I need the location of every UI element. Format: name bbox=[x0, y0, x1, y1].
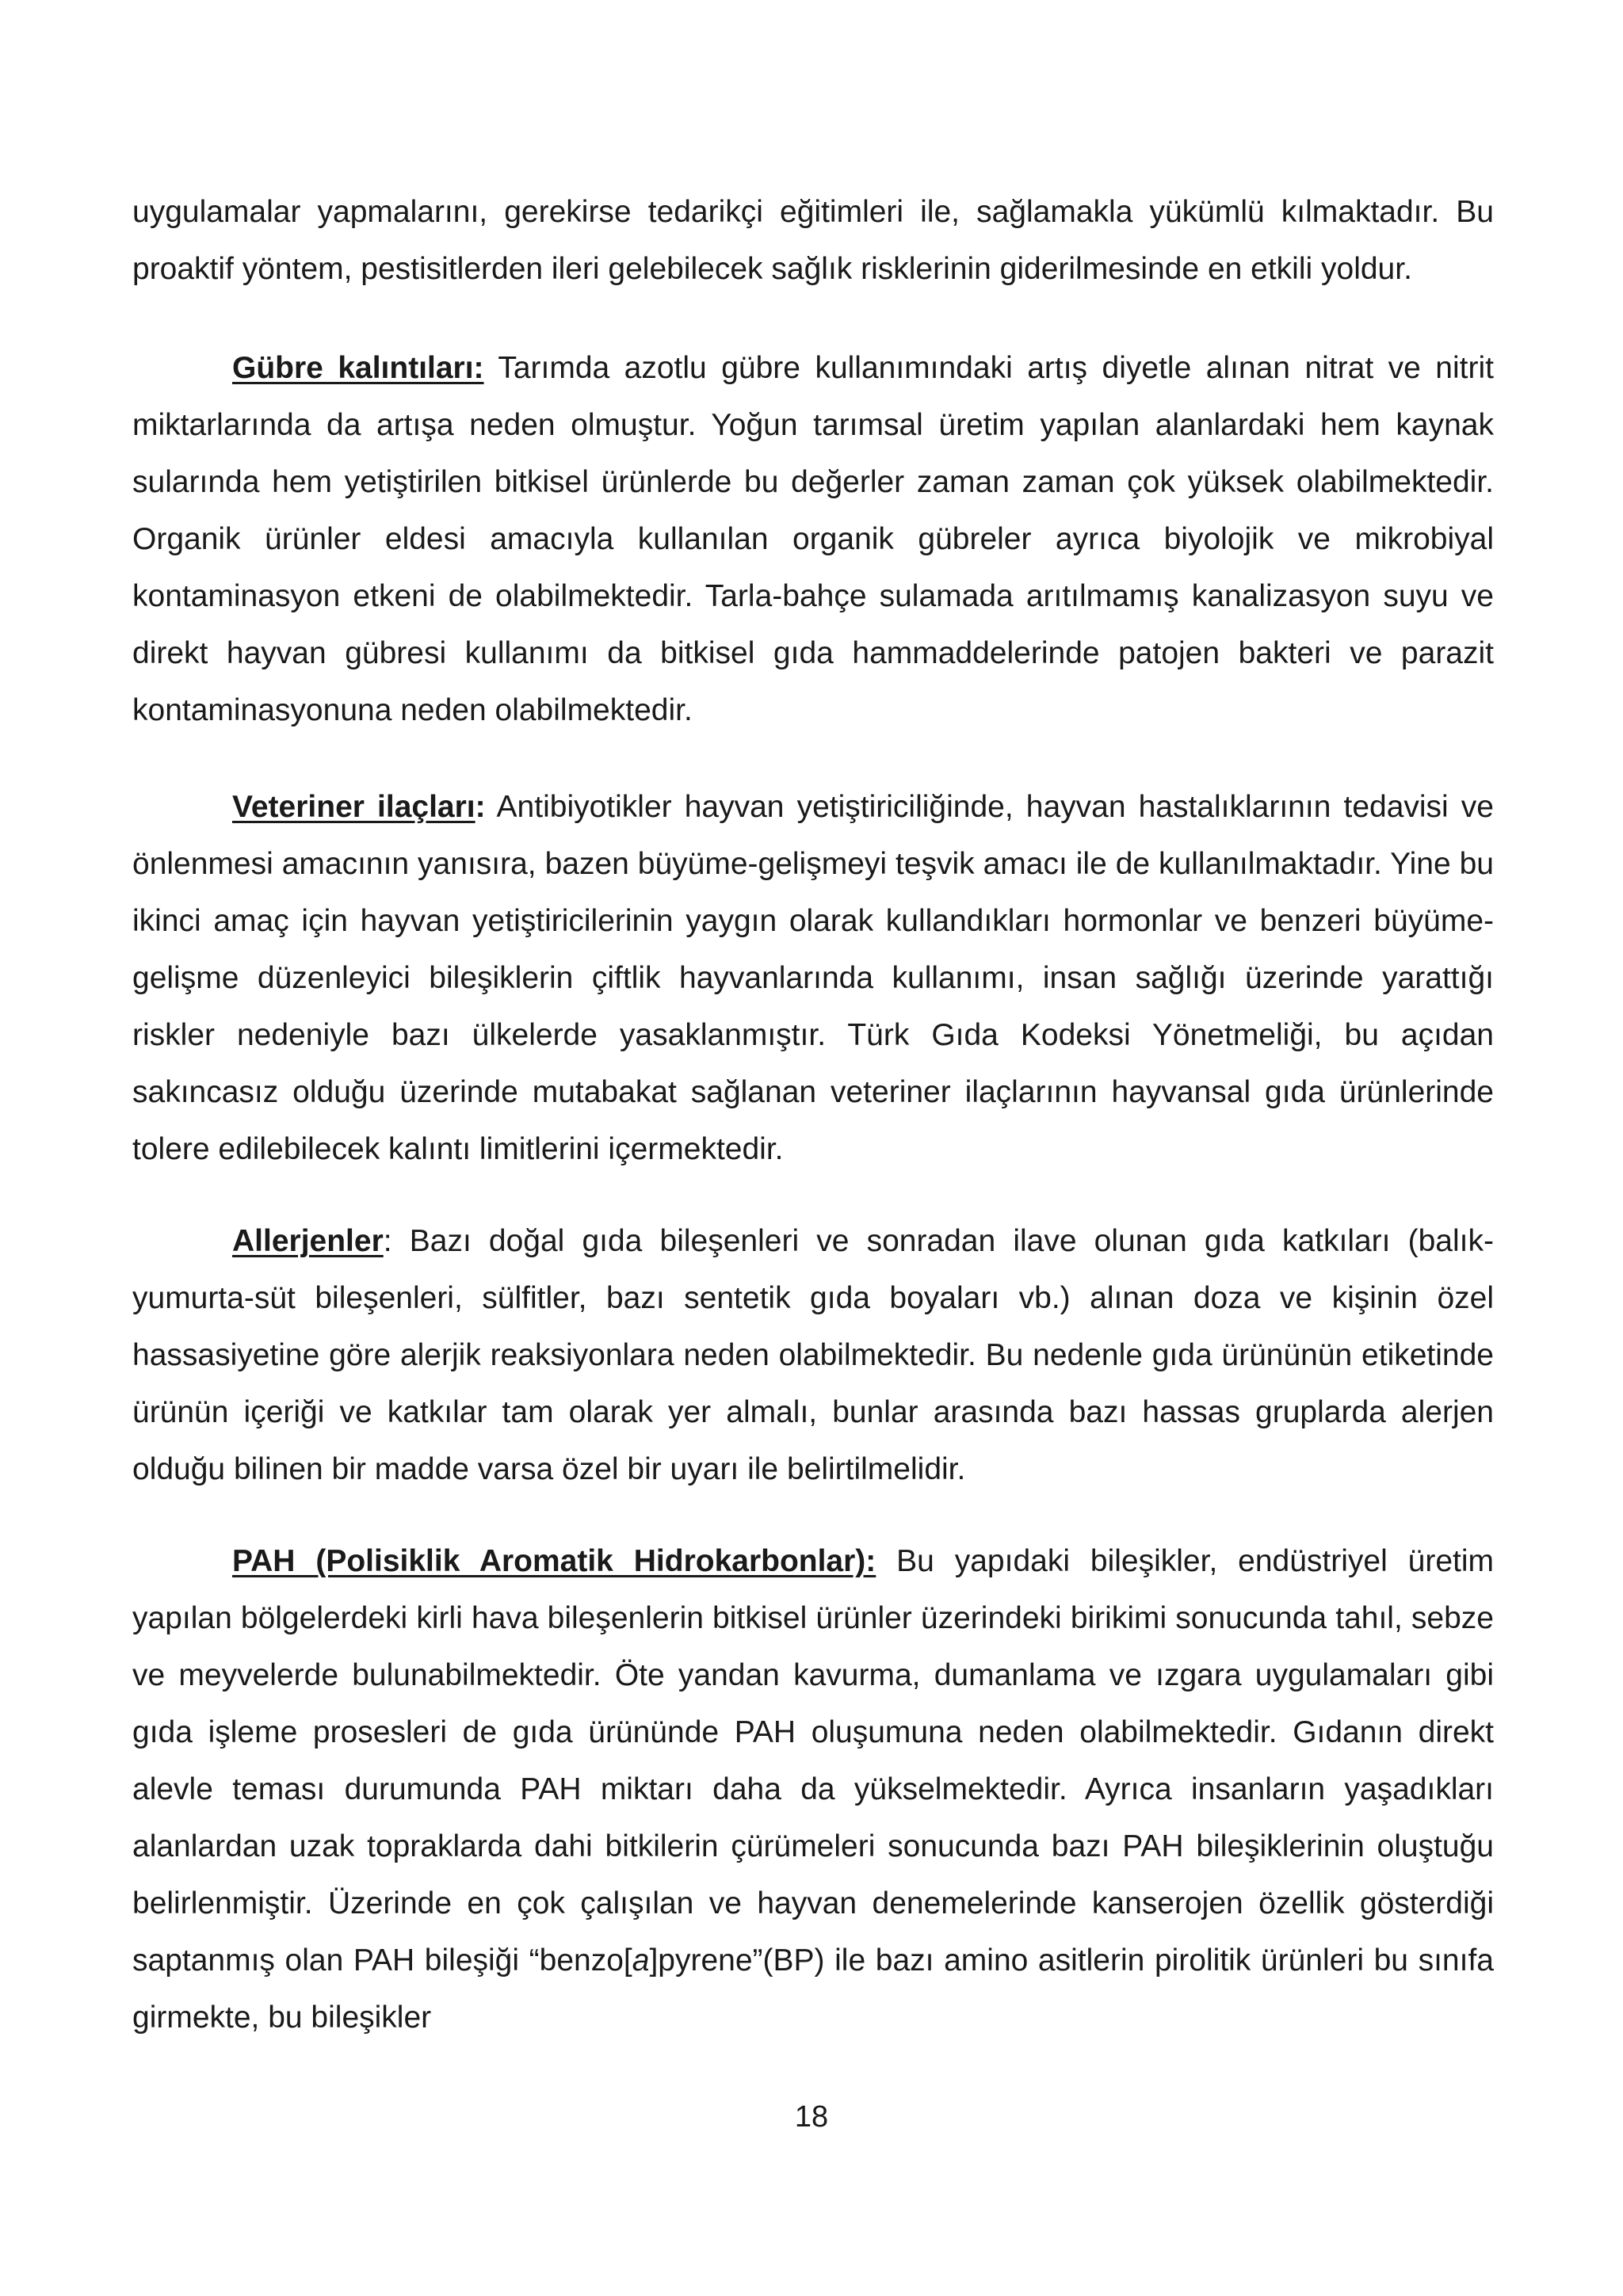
heading-fertilizer-residues: Gübre kalıntıları: bbox=[232, 351, 484, 385]
paragraph-pah bbox=[132, 1533, 1494, 2046]
document-body bbox=[132, 184, 1494, 2046]
heading-veterinary-drugs-colon: : bbox=[475, 790, 486, 824]
page-number: 18 bbox=[794, 2100, 829, 2134]
body-veterinary-drugs: Antibiyotikler hayvan yetiştiriciliğinde, hayvan hastalıklarının tedavisi ve önlenmesi amacının yanısıra, bazen büyüme-gelişmeyi teşvik amacı ile de kullanılmaktadır. Yine bu ikinci amaç için hayvan yetiştiricilerinin yaygın olarak kullandıkları hormonlar ve benzeri büyüme-gelişme düzenleyici bileşiklerin çiftlik hayvanlarında kullanımı, insan sağlığı üzerinde yarattığı riskler nedeniyle bazı ülkelerde yasaklanmıştır. Türk Gıda Kodeksi Yönetmeliği, bu açıdan sakıncasız olduğu üzerinde mutabakat sağlanan veteriner ilaçlarının hayvansal gıda ürünlerinde tolere edilebilecek kalıntı limitlerini içermektedir. bbox=[132, 790, 1494, 1166]
paragraph-allergens bbox=[132, 1213, 1494, 1498]
intro-paragraph: uygulamalar yapmalarını, gerekirse tedarikçi eğitimleri ile, sağlamakla yükümlü kılmaktadır. Bu proaktif yöntem, pestisitlerden ileri gelebilecek sağlık risklerinin giderilmesinde en etkili yoldur. bbox=[132, 195, 1494, 286]
body-pah: Bu yapıdaki bileşikler, endüstriyel üretim yapılan bölgelerdeki kirli hava bileşenlerin bitkisel ürünler üzerindeki birikimi sonucunda tahıl, sebze ve meyvelerde bulunabilmektedir. Öte yandan kavurma, dumanlama ve ızgara uygulamaları gibi gıda işleme prosesleri de gıda ürününde PAH oluşumuna neden olabilmektedir. Gıdanın direkt alevle teması durumunda PAH miktarı daha da yükselmektedir. Ayrıca insanların yaşadıkları alanlardan uzak topraklarda dahi bitkilerin çürümeleri sonucunda bazı PAH bileşiklerinin oluştuğu belirlenmiştir. Üzerinde en çok çalışılan ve hayvan denemelerinde kanserojen özellik gösterdiği saptanmış olan PAH bileşiği “benzo[ bbox=[132, 1544, 1494, 1978]
body-fertilizer-residues: Tarımda azotlu gübre kullanımındaki artış diyetle alınan nitrat ve nitrit miktarlarında da artışa neden olmuştur. Yoğun tarımsal üretim yapılan alanlardaki hem kaynak sularında hem yetiştirilen bitkisel ürünlerde bu değerler zaman zaman çok yüksek olabilmektedir. Organik ürünler eldesi amacıyla kullanılan organik gübreler ayrıca biyolojik ve mikrobiyal kontaminasyon etkeni de olabilmektedir. Tarla-bahçe sulamada arıtılmamış kanalizasyon suyu ve direkt hayvan gübresi kullanımı da bitkisel gıda hammaddelerinde patojen bakteri ve parazit kontaminasyonuna neden olabilmektedir. bbox=[132, 351, 1494, 727]
body-pah-tail: ]pyrene”(BP) ile bazı amino asitlerin pirolitik ürünleri bu sınıfa girmekte, bu bileşikler bbox=[132, 1943, 1494, 2035]
heading-veterinary-drugs: Veteriner ilaçları bbox=[232, 790, 475, 824]
body-allergens: : Bazı doğal gıda bileşenleri ve sonradan ilave olunan gıda katkıları (balık-yumurta-süt bileşenleri, sülfitler, bazı sentetik gıda boyaları vb.) alınan doza ve kişinin özel hassasiyetine göre alerjik reaksiyonlara neden olabilmektedir. Bu nedenle gıda ürününün etiketinde ürünün içeriği ve katkılar tam olarak yer almalı, bunlar arasında bazı hassas gruplarda alerjen olduğu bilinen bir madde varsa özel bir uyarı ile belirtilmelidir. bbox=[132, 1224, 1494, 1486]
body-pah-italic: a bbox=[632, 1943, 650, 1978]
paragraph-veterinary-drugs bbox=[132, 779, 1494, 1178]
paragraph-fertilizer-residues bbox=[132, 340, 1494, 739]
heading-allergens: Allerjenler bbox=[232, 1224, 384, 1258]
heading-pah: PAH (Polisiklik Aromatik Hidrokarbonlar): bbox=[232, 1544, 876, 1578]
